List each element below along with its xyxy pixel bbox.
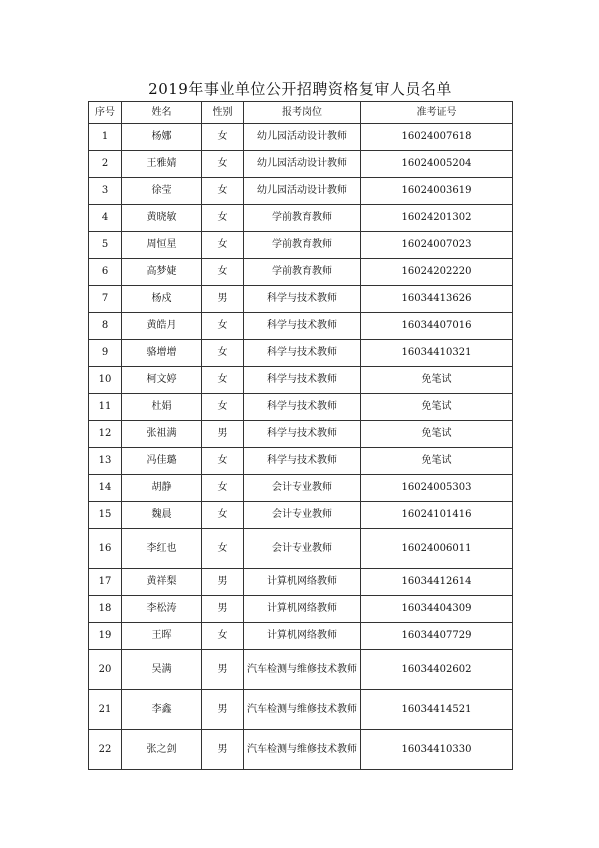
table-row — [89, 569, 513, 596]
cell-position: 科学与技术教师 — [244, 313, 361, 340]
cell-position: 科学与技术教师 — [244, 421, 361, 448]
table-row — [89, 448, 513, 475]
table-body — [89, 124, 513, 770]
cell-name: 王雅婧 — [122, 151, 202, 178]
cell-gender: 男 — [202, 596, 244, 623]
cell-name: 周恒星 — [122, 232, 202, 259]
cell-name: 黄晓敏 — [122, 205, 202, 232]
cell-position: 科学与技术教师 — [244, 340, 361, 367]
cell-gender: 女 — [202, 394, 244, 421]
cell-seq: 9 — [89, 340, 122, 367]
cell-gender: 男 — [202, 650, 244, 690]
table-header-row — [89, 102, 513, 124]
cell-name: 黄皓月 — [122, 313, 202, 340]
cell-name: 徐莹 — [122, 178, 202, 205]
header-exam-number: 准考证号 — [361, 102, 513, 124]
cell-exam-number: 16034413626 — [361, 286, 513, 313]
cell-position: 学前教育教师 — [244, 259, 361, 286]
cell-gender: 女 — [202, 340, 244, 367]
table-row — [89, 623, 513, 650]
cell-exam-number: 16034407016 — [361, 313, 513, 340]
cell-position: 学前教育教师 — [244, 232, 361, 259]
cell-exam-number: 16034412614 — [361, 569, 513, 596]
cell-position: 计算机网络教师 — [244, 569, 361, 596]
cell-exam-number: 免笔试 — [361, 448, 513, 475]
cell-position: 汽车检测与维修技术教师 — [244, 650, 361, 690]
cell-name: 胡静 — [122, 475, 202, 502]
header-name: 姓名 — [122, 102, 202, 124]
cell-exam-number: 16024007023 — [361, 232, 513, 259]
cell-gender: 女 — [202, 502, 244, 529]
cell-gender: 男 — [202, 690, 244, 730]
cell-position: 会计专业教师 — [244, 529, 361, 569]
cell-name: 杜娟 — [122, 394, 202, 421]
applicant-table — [88, 101, 513, 770]
cell-name: 李红也 — [122, 529, 202, 569]
cell-gender: 男 — [202, 421, 244, 448]
cell-name: 吴满 — [122, 650, 202, 690]
cell-seq: 4 — [89, 205, 122, 232]
cell-exam-number: 16024007618 — [361, 124, 513, 151]
cell-seq: 21 — [89, 690, 122, 730]
table-row — [89, 421, 513, 448]
cell-gender: 女 — [202, 313, 244, 340]
cell-gender: 男 — [202, 286, 244, 313]
cell-name: 李松涛 — [122, 596, 202, 623]
table-row — [89, 650, 513, 690]
table-row — [89, 259, 513, 286]
cell-seq: 20 — [89, 650, 122, 690]
cell-gender: 女 — [202, 623, 244, 650]
cell-gender: 女 — [202, 448, 244, 475]
cell-exam-number: 16024003619 — [361, 178, 513, 205]
cell-exam-number: 16024006011 — [361, 529, 513, 569]
cell-name: 王晖 — [122, 623, 202, 650]
cell-position: 计算机网络教师 — [244, 596, 361, 623]
cell-gender: 女 — [202, 475, 244, 502]
cell-seq: 12 — [89, 421, 122, 448]
cell-name: 杨戍 — [122, 286, 202, 313]
cell-gender: 女 — [202, 124, 244, 151]
cell-seq: 18 — [89, 596, 122, 623]
cell-gender: 女 — [202, 205, 244, 232]
cell-exam-number: 16024202220 — [361, 259, 513, 286]
table-row — [89, 730, 513, 770]
cell-seq: 10 — [89, 367, 122, 394]
table-row — [89, 178, 513, 205]
cell-seq: 17 — [89, 569, 122, 596]
cell-seq: 3 — [89, 178, 122, 205]
cell-exam-number: 免笔试 — [361, 394, 513, 421]
cell-name: 杨娜 — [122, 124, 202, 151]
cell-position: 科学与技术教师 — [244, 394, 361, 421]
cell-exam-number: 16034410321 — [361, 340, 513, 367]
cell-name: 冯佳璐 — [122, 448, 202, 475]
cell-position: 科学与技术教师 — [244, 448, 361, 475]
cell-seq: 8 — [89, 313, 122, 340]
table-row — [89, 475, 513, 502]
cell-exam-number: 16034414521 — [361, 690, 513, 730]
table-row — [89, 313, 513, 340]
cell-seq: 14 — [89, 475, 122, 502]
cell-gender: 女 — [202, 259, 244, 286]
cell-exam-number: 免笔试 — [361, 367, 513, 394]
cell-seq: 6 — [89, 259, 122, 286]
cell-seq: 13 — [89, 448, 122, 475]
table-row — [89, 286, 513, 313]
cell-exam-number: 16024101416 — [361, 502, 513, 529]
cell-seq: 15 — [89, 502, 122, 529]
cell-seq: 2 — [89, 151, 122, 178]
cell-seq: 19 — [89, 623, 122, 650]
table-row — [89, 529, 513, 569]
cell-gender: 女 — [202, 529, 244, 569]
cell-seq: 11 — [89, 394, 122, 421]
cell-exam-number: 16034402602 — [361, 650, 513, 690]
cell-position: 科学与技术教师 — [244, 286, 361, 313]
cell-exam-number: 16034404309 — [361, 596, 513, 623]
cell-name: 黄祥梨 — [122, 569, 202, 596]
table-row — [89, 124, 513, 151]
cell-gender: 女 — [202, 367, 244, 394]
cell-exam-number: 16024201302 — [361, 205, 513, 232]
cell-position: 幼儿园活动设计教师 — [244, 151, 361, 178]
table-row — [89, 502, 513, 529]
cell-exam-number: 16034410330 — [361, 730, 513, 770]
table-row — [89, 367, 513, 394]
cell-name: 张祖满 — [122, 421, 202, 448]
cell-name: 高梦婕 — [122, 259, 202, 286]
header-seq: 序号 — [89, 102, 122, 124]
cell-exam-number: 16024005303 — [361, 475, 513, 502]
cell-position: 会计专业教师 — [244, 502, 361, 529]
cell-position: 幼儿园活动设计教师 — [244, 124, 361, 151]
table-row — [89, 232, 513, 259]
cell-seq: 7 — [89, 286, 122, 313]
cell-position: 汽车检测与维修技术教师 — [244, 730, 361, 770]
cell-exam-number: 16024005204 — [361, 151, 513, 178]
cell-gender: 男 — [202, 569, 244, 596]
table-row — [89, 596, 513, 623]
cell-position: 会计专业教师 — [244, 475, 361, 502]
cell-name: 柯文婷 — [122, 367, 202, 394]
header-gender: 性别 — [202, 102, 244, 124]
cell-position: 幼儿园活动设计教师 — [244, 178, 361, 205]
cell-gender: 女 — [202, 178, 244, 205]
cell-name: 骆增增 — [122, 340, 202, 367]
table-row — [89, 394, 513, 421]
cell-name: 张之剑 — [122, 730, 202, 770]
cell-position: 科学与技术教师 — [244, 367, 361, 394]
cell-position: 汽车检测与维修技术教师 — [244, 690, 361, 730]
cell-position: 学前教育教师 — [244, 205, 361, 232]
table-row — [89, 690, 513, 730]
cell-position: 计算机网络教师 — [244, 623, 361, 650]
cell-seq: 5 — [89, 232, 122, 259]
cell-exam-number: 免笔试 — [361, 421, 513, 448]
table-row — [89, 340, 513, 367]
cell-seq: 1 — [89, 124, 122, 151]
cell-gender: 女 — [202, 232, 244, 259]
header-position: 报考岗位 — [244, 102, 361, 124]
cell-gender: 女 — [202, 151, 244, 178]
cell-exam-number: 16034407729 — [361, 623, 513, 650]
table-row — [89, 151, 513, 178]
cell-gender: 男 — [202, 730, 244, 770]
cell-name: 李鑫 — [122, 690, 202, 730]
cell-name: 魏晨 — [122, 502, 202, 529]
document-title: 2019年事业单位公开招聘资格复审人员名单 — [148, 80, 452, 98]
table-row — [89, 205, 513, 232]
cell-seq: 16 — [89, 529, 122, 569]
cell-seq: 22 — [89, 730, 122, 770]
